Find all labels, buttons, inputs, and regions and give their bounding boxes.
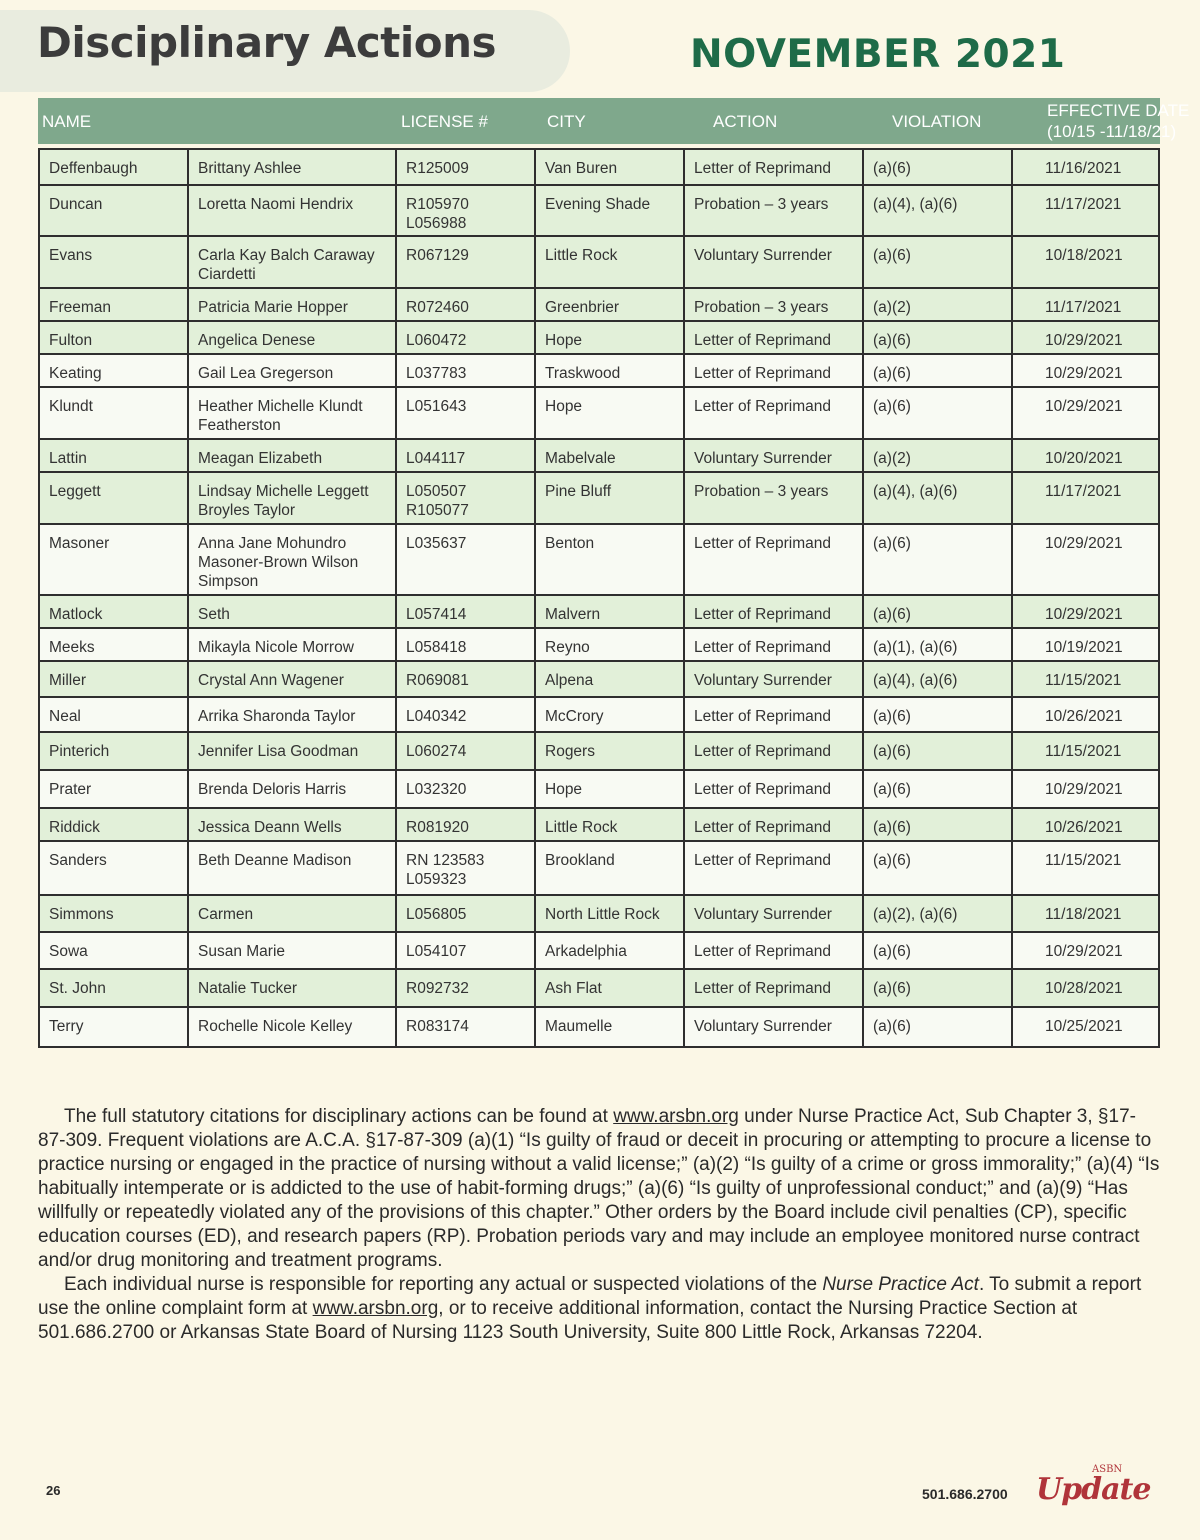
cell-license: L054107 [397, 933, 536, 968]
col-effective-date-line1: EFFECTIVE DATE [1047, 101, 1190, 120]
table-row [40, 809, 1158, 842]
cell-city: Alpena [536, 662, 685, 696]
cell-effective-date: 10/29/2021 [1045, 332, 1123, 349]
cell-first-name: Mikayla Nicole Morrow [189, 629, 397, 660]
table-row [40, 186, 1158, 237]
cell-first-name: Arrika Sharonda Taylor [189, 698, 397, 731]
cell-action: Letter of Reprimand [685, 629, 864, 660]
cell-action: Letter of Reprimand [685, 596, 864, 627]
cell-effective-date: 11/16/2021 [1045, 160, 1122, 177]
table-row [40, 440, 1158, 473]
cell-action: Letter of Reprimand [685, 970, 864, 1006]
cell-last-name: Pinterich [40, 733, 189, 769]
notes-text: under Nurse Practice Act, Sub Chapter 3, §17-87-309. Frequent violations are A.C.A. §17-87-309 (a)(1) “Is guilty of fraud or deceit in procuring or attempting to procure a license to practice nursing or engaged in the practice of nursing without a valid license;” (a)(2) “Is guilty of a crime or gross immorality;” (a)(4) “Is habitually intemperate or is addicted to the use of habit-forming drugs;” (a)(6) “Is guilty of unprofessional conduct;” and (a)(9) “Has willfully or repeatedly violated any of the provisions of this chapter.” Other orders by the Board include civil penalties (CP), specific education courses (ED), and research papers (RP). Probation periods vary and may include an employee monitored nurse contract and/or drug monitoring and treatment programs. [38, 1106, 1160, 1271]
cell-effective-date: 10/29/2021 [1045, 535, 1123, 552]
table-row [40, 896, 1158, 933]
cell-license: R092732 [397, 970, 536, 1006]
cell-effective-date: 11/18/2021 [1045, 906, 1122, 923]
cell-violation: (a)(6) [864, 970, 1013, 1006]
cell-license: L037783 [397, 355, 536, 386]
cell-license: L044117 [397, 440, 536, 471]
table-row [40, 842, 1158, 896]
col-effective-date [1047, 100, 1189, 142]
cell-last-name: Duncan [40, 186, 189, 235]
cell-action: Letter of Reprimand [685, 842, 864, 894]
cell-last-name: Prater [40, 771, 189, 807]
table-row [40, 150, 1158, 186]
table-row [40, 525, 1158, 596]
cell-last-name: Fulton [40, 322, 189, 353]
notes-text: . To submit a report use the online complaint form at [38, 1274, 1142, 1319]
notes-italic: Nurse Practice Act [822, 1274, 979, 1295]
arsbn-link[interactable]: www.arsbn.org [312, 1298, 439, 1319]
cell-first-name: Loretta Naomi Hendrix [189, 186, 397, 235]
cell-city: Brookland [536, 842, 685, 894]
table-row [40, 355, 1158, 388]
cell-last-name: Evans [40, 237, 189, 287]
cell-action: Letter of Reprimand [685, 150, 864, 184]
cell-city: Hope [536, 771, 685, 807]
cell-city: McCrory [536, 698, 685, 731]
cell-violation: (a)(1), (a)(6) [864, 629, 1013, 660]
issue-month: NOVEMBER 2021 [690, 32, 1066, 77]
cell-violation: (a)(2), (a)(6) [864, 896, 1013, 931]
col-action: ACTION [713, 112, 778, 131]
cell-action: Probation – 3 years [685, 473, 864, 523]
cell-violation: (a)(6) [864, 842, 1013, 894]
cell-first-name: Meagan Elizabeth [189, 440, 397, 471]
cell-violation: (a)(6) [864, 355, 1013, 386]
col-license: LICENSE # [401, 112, 488, 131]
cell-first-name: Seth [189, 596, 397, 627]
cell-violation: (a)(6) [864, 933, 1013, 968]
cell-violation: (a)(4), (a)(6) [864, 186, 1013, 235]
cell-effective-date: 10/26/2021 [1045, 708, 1123, 725]
table-row [40, 733, 1158, 771]
cell-effective-date: 10/26/2021 [1045, 819, 1123, 836]
disciplinary-table [38, 148, 1160, 1048]
cell-first-name: Natalie Tucker [189, 970, 397, 1006]
cell-city: Rogers [536, 733, 685, 769]
notes-text: Each individual nurse is responsible for reporting any actual or suspected violations of the [64, 1274, 823, 1295]
cell-effective-date: 11/17/2021 [1045, 196, 1122, 213]
cell-violation: (a)(6) [864, 388, 1013, 438]
cell-license: R081920 [397, 809, 536, 840]
cell-violation: (a)(6) [864, 150, 1013, 184]
cell-action: Voluntary Surrender [685, 237, 864, 287]
cell-first-name: Gail Lea Gregerson [189, 355, 397, 386]
cell-license: RN 123583 L059323 [397, 842, 536, 894]
cell-first-name: Crystal Ann Wagener [189, 662, 397, 696]
cell-last-name: St. John [40, 970, 189, 1006]
cell-license: L060274 [397, 733, 536, 769]
cell-action: Voluntary Surrender [685, 896, 864, 931]
cell-license: R083174 [397, 1008, 536, 1046]
notes-text: , or to receive additional information, contact the Nursing Practice Section at 501.686.2700 or Arkansas State Board of Nursing 1123 South University, Suite 800 Little Rock, Arkansas 72204. [38, 1298, 1078, 1343]
table-row [40, 629, 1158, 662]
arsbn-link[interactable]: www.arsbn.org [613, 1106, 739, 1127]
cell-effective-date: 10/18/2021 [1045, 247, 1123, 264]
cell-effective-date: 10/29/2021 [1045, 606, 1123, 623]
cell-last-name: Terry [40, 1008, 189, 1046]
cell-action: Letter of Reprimand [685, 733, 864, 769]
cell-first-name: Carla Kay Balch Caraway Ciardetti [189, 237, 397, 287]
page-title: Disciplinary Actions [37, 18, 496, 67]
col-name: NAME [42, 112, 92, 131]
cell-action: Voluntary Surrender [685, 1008, 864, 1046]
cell-effective-date: 10/28/2021 [1045, 980, 1123, 997]
cell-effective-date: 11/15/2021 [1045, 852, 1122, 869]
cell-first-name: Susan Marie [189, 933, 397, 968]
cell-license: R069081 [397, 662, 536, 696]
cell-license: R125009 [397, 150, 536, 184]
cell-last-name: Miller [40, 662, 189, 696]
cell-violation: (a)(4), (a)(6) [864, 473, 1013, 523]
cell-license: L035637 [397, 525, 536, 594]
cell-violation: (a)(6) [864, 1008, 1013, 1046]
asbn-update-logo [1036, 1466, 1166, 1508]
cell-last-name: Lattin [40, 440, 189, 471]
cell-city: Little Rock [536, 809, 685, 840]
cell-first-name: Lindsay Michelle Leggett Broyles Taylor [189, 473, 397, 523]
cell-last-name: Matlock [40, 596, 189, 627]
page-number: 26 [46, 1483, 61, 1498]
cell-action: Voluntary Surrender [685, 662, 864, 696]
cell-last-name: Klundt [40, 388, 189, 438]
cell-action: Letter of Reprimand [685, 771, 864, 807]
cell-last-name: Neal [40, 698, 189, 731]
cell-first-name: Brittany Ashlee [189, 150, 397, 184]
cell-license: R072460 [397, 289, 536, 320]
cell-city: Maumelle [536, 1008, 685, 1046]
cell-last-name: Simmons [40, 896, 189, 931]
col-violation: VIOLATION [892, 112, 982, 131]
cell-city: Arkadelphia [536, 933, 685, 968]
cell-effective-date: 10/19/2021 [1045, 639, 1123, 656]
notes-text: The full statutory citations for disciplinary actions can be found at [64, 1106, 614, 1127]
cell-violation: (a)(6) [864, 596, 1013, 627]
cell-city: Malvern [536, 596, 685, 627]
cell-license: L056805 [397, 896, 536, 931]
cell-city: Evening Shade [536, 186, 685, 235]
cell-city: Hope [536, 388, 685, 438]
cell-violation: (a)(6) [864, 771, 1013, 807]
logo-main-text: Update [1036, 1472, 1151, 1507]
cell-effective-date: 10/29/2021 [1045, 398, 1123, 415]
table-row [40, 933, 1158, 970]
table-row [40, 473, 1158, 525]
cell-city: Greenbrier [536, 289, 685, 320]
cell-city: Pine Bluff [536, 473, 685, 523]
logo-small-text: ASBN [1092, 1464, 1123, 1475]
cell-license: L058418 [397, 629, 536, 660]
notes-paragraph-2 [38, 1273, 1163, 1345]
cell-effective-date: 10/29/2021 [1045, 365, 1123, 382]
cell-city: North Little Rock [536, 896, 685, 931]
cell-city: Little Rock [536, 237, 685, 287]
table-row [40, 970, 1158, 1008]
notes-paragraph-1 [38, 1105, 1163, 1273]
cell-action: Letter of Reprimand [685, 933, 864, 968]
cell-city: Reyno [536, 629, 685, 660]
cell-first-name: Heather Michelle Klundt Featherston [189, 388, 397, 438]
cell-action: Probation – 3 years [685, 289, 864, 320]
cell-violation: (a)(6) [864, 733, 1013, 769]
cell-first-name: Anna Jane Mohundro Masoner-Brown Wilson Simpson [189, 525, 397, 594]
cell-first-name: Rochelle Nicole Kelley [189, 1008, 397, 1046]
cell-last-name: Masoner [40, 525, 189, 594]
statutory-notes [38, 1105, 1163, 1345]
table-row [40, 388, 1158, 440]
table-header [38, 98, 1190, 144]
cell-city: Hope [536, 322, 685, 353]
cell-effective-date: 11/15/2021 [1045, 672, 1122, 689]
cell-city: Mabelvale [536, 440, 685, 471]
cell-violation: (a)(6) [864, 698, 1013, 731]
cell-last-name: Leggett [40, 473, 189, 523]
cell-license: L040342 [397, 698, 536, 731]
cell-city: Benton [536, 525, 685, 594]
cell-action: Letter of Reprimand [685, 322, 864, 353]
cell-first-name: Carmen [189, 896, 397, 931]
cell-action: Letter of Reprimand [685, 809, 864, 840]
cell-violation: (a)(6) [864, 809, 1013, 840]
cell-action: Voluntary Surrender [685, 440, 864, 471]
cell-effective-date: 11/17/2021 [1045, 483, 1122, 500]
cell-action: Letter of Reprimand [685, 525, 864, 594]
cell-effective-date: 11/17/2021 [1045, 299, 1122, 316]
table-row [40, 662, 1158, 698]
cell-city: Van Buren [536, 150, 685, 184]
cell-first-name: Jessica Deann Wells [189, 809, 397, 840]
table-row [40, 237, 1158, 289]
cell-license: R067129 [397, 237, 536, 287]
cell-first-name: Beth Deanne Madison [189, 842, 397, 894]
cell-action: Letter of Reprimand [685, 355, 864, 386]
cell-violation: (a)(6) [864, 237, 1013, 287]
cell-violation: (a)(4), (a)(6) [864, 662, 1013, 696]
cell-effective-date: 10/25/2021 [1045, 1018, 1123, 1035]
cell-action: Letter of Reprimand [685, 698, 864, 731]
cell-license: L060472 [397, 322, 536, 353]
cell-license: L032320 [397, 771, 536, 807]
cell-city: Ash Flat [536, 970, 685, 1006]
cell-license: R105970 L056988 [397, 186, 536, 235]
cell-violation: (a)(2) [864, 289, 1013, 320]
footer-phone: 501.686.2700 [922, 1486, 1008, 1502]
cell-last-name: Keating [40, 355, 189, 386]
cell-violation: (a)(6) [864, 525, 1013, 594]
cell-last-name: Deffenbaugh [40, 150, 189, 184]
cell-effective-date: 10/29/2021 [1045, 781, 1123, 798]
cell-last-name: Sanders [40, 842, 189, 894]
cell-effective-date: 10/20/2021 [1045, 450, 1123, 467]
col-city: CITY [547, 112, 586, 131]
table-row [40, 698, 1158, 733]
cell-city: Traskwood [536, 355, 685, 386]
cell-last-name: Sowa [40, 933, 189, 968]
cell-first-name: Angelica Denese [189, 322, 397, 353]
col-effective-date-line2: (10/15 -11/18/21) [1047, 122, 1177, 141]
cell-effective-date: 10/29/2021 [1045, 943, 1123, 960]
cell-last-name: Riddick [40, 809, 189, 840]
cell-first-name: Jennifer Lisa Goodman [189, 733, 397, 769]
cell-first-name: Brenda Deloris Harris [189, 771, 397, 807]
cell-action: Probation – 3 years [685, 186, 864, 235]
table-row [40, 771, 1158, 809]
cell-first-name: Patricia Marie Hopper [189, 289, 397, 320]
table-row [40, 322, 1158, 355]
cell-violation: (a)(6) [864, 322, 1013, 353]
cell-license: L050507 R105077 [397, 473, 536, 523]
cell-license: L051643 [397, 388, 536, 438]
cell-last-name: Freeman [40, 289, 189, 320]
table-row [40, 289, 1158, 322]
cell-license: L057414 [397, 596, 536, 627]
cell-action: Letter of Reprimand [685, 388, 864, 438]
cell-violation: (a)(2) [864, 440, 1013, 471]
cell-last-name: Meeks [40, 629, 189, 660]
table-row [40, 596, 1158, 629]
table-row [40, 1008, 1158, 1046]
cell-effective-date: 11/15/2021 [1045, 743, 1122, 760]
